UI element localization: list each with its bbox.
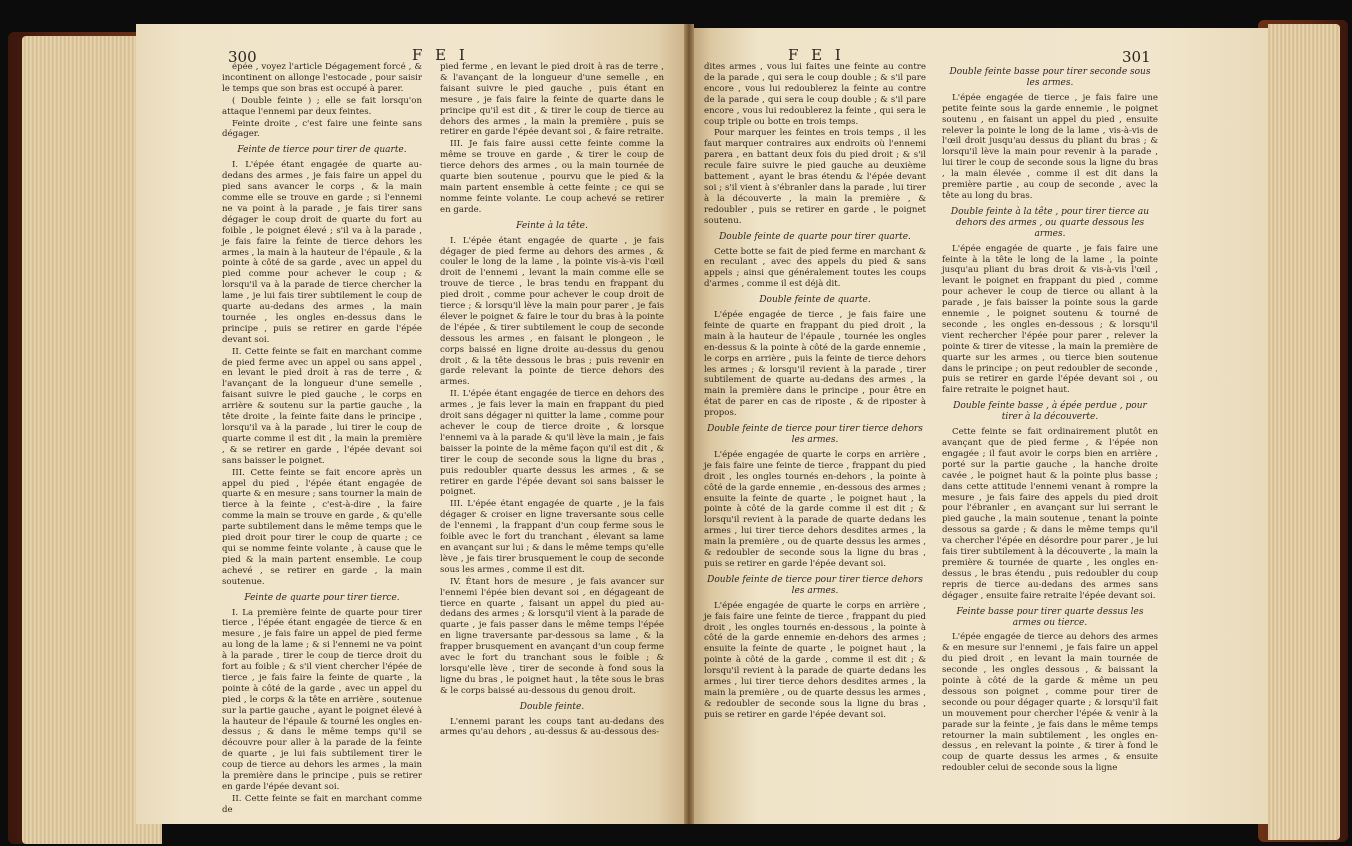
- paragraph: épée , voyez l'article Dégagement forcé , & incontinent on allonge l'estocade , pour saisir le temps que son bras est occupé à parer.: [222, 62, 422, 94]
- paragraph: L'épée engagée de quarte le corps en arrière , je fais faire une feinte de tierce , frappant du pied droit , les ongles tournés en-dehors , la pointe à côté de la garde ennemie , en-dessous des armes ; ensuite la feinte de quarte , le poignet haut , la pointe à côté de la garde comme il est dit ; & lorsqu'il revient à la parade de quarte dedans les armes , lui tirer tierce dehors desdites armes , la main la première , ou de quarte dessus les armes , & redoubler de seconde sous la ligne du bras , puis se retirer en garde l'épée devant soi.: [704, 449, 926, 569]
- paragraph: III. Cette feinte se fait encore après un appel du pied , l'épée étant engagée de quarte & en mesure ; sans tourner la main de tierce à la feinte , c'est-à-dire , la faire comme la main se trouve en garde , & qu'elle parte subtilement dans le même temps que le pied droit pour tirer le coup de quarte ; ce qui se nomme feinte volante , à cause que le pied & la main partent ensemble. Le coup achevé , se retirer en garde , la main soutenue.: [222, 467, 422, 587]
- section-heading: Feinte de tierce pour tirer de quarte.: [237, 145, 407, 156]
- text-column-1: [222, 62, 422, 817]
- section-heading: Double feinte.: [519, 701, 585, 712]
- paragraph: dites armes , vous lui faites une feinte au contre de la parade , qui sera le coup double ; & s'il pare encore , vous lui redoublerez la feinte au contre de la parade , qui sera le coup double ; & s'il pare encore , vous lui redoublerez la feinte , qui sera le coup triple ou botte en trois temps.: [704, 62, 926, 127]
- section-heading: Feinte de quarte pour tirer tierce.: [244, 592, 400, 603]
- text-column-2: [440, 62, 664, 739]
- paragraph: II. Cette feinte se fait en marchant comme de pied ferme avec un appel ou sans appel , en levant le pied droit à ras de terre , & l'avançant de la longueur d'une semelle , faisant suivre le pied gauche , le corps en arrière & soutenu sur la partie gauche , la tête droite , la feinte faite dans le principe , lorsqu'il va à la parade , lui tirer le coup de quarte comme il est dit , la main la première , & se retirer en garde , l'épée devant soi sans baisser le poignet.: [222, 346, 422, 466]
- text-column-4: [942, 62, 1158, 775]
- section-heading: Double feinte de quarte pour tirer quarte.: [719, 231, 911, 242]
- paragraph: L'épée engagée de tierce , je fais faire une feinte de quarte en frappant du pied droit , la main à la hauteur de l'épaule , tournée les ongles en-dessus & la pointe à côté de la garde ennemie , le corps en arrière , puis la feinte de tierce dehors les armes ; & lorsqu'il revient à la parade , tirer subtilement de quarte au-dedans des armes , la main la première dans le principe , pour être en état de parer en cas de riposte , & de riposter à propos.: [704, 310, 926, 419]
- section-heading: Feinte à la tête.: [516, 220, 588, 231]
- section-heading: Double feinte de quarte.: [759, 295, 871, 306]
- paragraph: IV. Étant hors de mesure , je fais avancer sur l'ennemi l'épée bien devant soi , en dégageant de tierce en quarte , faisant un appel du pied au-dedans des armes ; & lorsqu'il vient à la parade de quarte , je fais passer dans le même temps l'épée en ligne traversante par-dessous sa lame , & la frapper brusquement en avançant d'un coup ferme avec le fort du tranchant sous le foible ; & lorsqu'elle lève , tirer de seconde à fond sous la ligne du bras , le poignet haut , la tête sous le bras & le corps baissé au-dessous du genou droit.: [440, 576, 664, 696]
- paragraph: L'épée engagée de tierce , je fais faire une petite feinte sous la garde ennemie , le poignet soutenu , en faisant un appel du pied , ensuite relever la pointe le long de la lame , vis-à-vis de l'œil droit jusqu'au dessus du pliant du bras ; & lorsqu'il lève la main pour revenir à la parade , lui tirer le coup de seconde sous la ligne du bras , la main élevée , comme il est dit dans la première partie , au coup de seconde , avec la tête au long du bras.: [942, 92, 1158, 201]
- paragraph: Cette botte se fait de pied ferme en marchant & en reculant , avec des appels du pied & sans appels ; ainsi que généralement toutes les coups d'armes , comme il est déjà dit.: [704, 246, 926, 290]
- paragraph: III. Je fais faire aussi cette feinte comme la même se trouve en garde , & tirer le coup de tierce dehors des armes , ou la main tournée de quarte bien soutenue , pourvu que le pied & la main partent ensemble à cette feinte ; ce qui se nomme feinte volante. Le coup achevé se retirer en garde.: [440, 139, 664, 215]
- paragraph: ( Double feinte ) ; elle se fait lorsqu'on attaque l'ennemi par deux feintes.: [222, 95, 422, 117]
- paragraph: III. L'épée étant engagée de quarte , je la fais dégager & croiser en ligne traversante sous celle de l'ennemi , la frappant d'un coup ferme sous le foible avec le fort du tranchant , élevant sa lame en avançant sur lui ; & dans le même temps qu'elle lève , je fais tirer brusquement le coup de seconde sous les armes , comme il est dit.: [440, 499, 664, 575]
- section-heading: Double feinte à la tête , pour tirer tierce au dehors des armes , ou quarte dessous les armes.: [950, 206, 1150, 239]
- section-heading: Double feinte basse pour tirer seconde sous les armes.: [949, 67, 1151, 88]
- running-head-right: F E I: [788, 46, 845, 64]
- paragraph: Feinte droite , c'est faire une feinte sans dégager.: [222, 118, 422, 140]
- paragraph: Pour marquer les feintes en trois temps , il les faut marquer contraires aux endroits où l'ennemi parera , en battant deux fois du pied droit ; & s'il recule faire suivre le pied gauche au deuxième battement , ayant le bras étendu & l'épée devant soi ; s'il vient à s'ébranler dans la parade , lui tirer à la découverte , la main la première , & redoubler , puis se retirer en garde , le poignet soutenu.: [704, 128, 926, 226]
- section-heading: Feinte basse pour tirer quarte dessus les armes ou tierce.: [956, 606, 1144, 628]
- paragraph: I. La première feinte de quarte pour tirer tierce , l'épée étant engagée de tierce & en mesure , je fais faire un appel de pied ferme au long de la lame ; & si l'ennemi ne va point à la parade , tirer le coup de tierce droit du fort au foible ; & s'il vient chercher l'épée de tierce , je fais faire la feinte de quarte , la pointe à côté de la garde , avec un appel du pied , le corps & la tête en arrière , soutenue sur la partie gauche , ayant le poignet élevé à la hauteur de l'épaule & tourné les ongles en-dessus ; & dans le même temps qu'il se découvre pour aller à la parade de la feinte de quarte , je lui fais subtilement tirer le coup de tierce au dehors les armes , la main la première dans le principe , puis se retirer en garde l'épée devant soi.: [222, 607, 422, 792]
- page-number-right: 301: [1122, 48, 1151, 66]
- text-column-3: [704, 62, 926, 722]
- book-gutter: [684, 24, 694, 824]
- running-head-left: F E I: [412, 46, 469, 64]
- paragraph: II. L'épée étant engagée de tierce en dehors des armes , je fais lever la main en frappant du pied droit sans dégager ni quitter la lame , comme pour achever le coup de tierce droite , & lorsque l'ennemi va à la parade & qu'il lève la main , je fais baisser la pointe de la même façon qu'il est dit , & tirer le coup de seconde sous la ligne du bras , puis redoubler quarte dessus les armes , & se retirer en garde l'épée devant soi sans baisser le poignet.: [440, 389, 664, 498]
- paragraph: L'épée engagée de quarte , je fais faire une feinte à la tête le long de la lame , la pointe jusqu'au pliant du bras droit & vis-à-vis l'œil , levant le poignet en frappant du pied , comme pour achever le coup de tierce ou allant à la parade , je fais baisser la pointe sous la garde ennemie , le poignet soutenu & tourné de seconde , les ongles en-dessous ; & lorsqu'il vient rechercher l'épée pour parer , relever la pointe & tirer de vitesse , la main la première de quarte sur les armes , ou tierce bien soutenue dans le principe ; on peut redoubler de seconde , puis se retirer en garde l'épée devant soi , ou faire retraite le poignet haut.: [942, 243, 1158, 396]
- paragraph: L'épée engagée de quarte le corps en arrière , je fais faire une feinte de tierce , frappant du pied droit , les ongles tournés en-dessous , la pointe à côté de la garde ennemie en-dehors des armes ; ensuite la feinte de quarte , le poignet haut , la pointe à côté de la garde , comme il est dit ; & lorsqu'il revient à la parade de quarte dedans les armes , lui tirer tierce dehors desdites armes , la main la première , ou de quarte dessus les armes , & redoubler de seconde sous la ligne du bras , puis se retirer en garde l'épée devant soi.: [704, 600, 926, 720]
- section-heading: Double feinte basse , à épée perdue , pour tirer à la découverte.: [953, 401, 1147, 423]
- paragraph: Cette feinte se fait ordinairement plutôt en avançant que de pied ferme , & l'épée non engagée ; il faut avoir le corps bien en arrière , porté sur la partie gauche , la hanche droite cavée , le poignet haut & la pointe plus basse ; dans cette attitude l'ennemi venant à rompre la mesure , je fais faire des appels du pied droit pour l'ébranler , en avançant sur lui serrant le pied gauche , la main soutenue , tenant la pointe dessous sa garde ; & dans le même temps qu'il va chercher l'épée en désordre pour parer , je lui fais tirer subtilement à la découverte , la main la première & tournée de quarte , les ongles en-dessus , le bras étendu , puis redoubler du coup repris de tierce au-dedans des armes sans dégager , ensuite faire retraite l'épée devant soi.: [942, 427, 1158, 601]
- paragraph: I. L'épée étant engagée de quarte au-dedans des armes , je fais faire un appel du pied sans avancer le corps , & la main comme elle se trouve en garde ; si l'ennemi ne va point à la parade , je fais tirer sans dégager le coup droit de quarte du fort au foible , le poignet élevé ; s'il va à la parade , je fais faire la feinte de tierce dehors les armes , la main à la hauteur de l'épaule , & la pointe à côté de sa garde , avec un appel du pied comme pour achever le coup ; & lorsqu'il va à la parade de tierce chercher la lame , je lui fais tirer subtilement le coup de quarte au-dedans des armes , la main tournée , les ongles en-dessus dans le principe , puis se retirer en garde l'épée devant soi.: [222, 160, 422, 345]
- section-heading: Double feinte de tierce pour tirer tierce dehors les armes.: [707, 424, 923, 445]
- paragraph: I. L'épée étant engagée de quarte , je fais dégager de pied ferme au dehors des armes , & couler le long de la lame , la pointe vis-à-vis l'œil droit de l'ennemi , levant la main comme elle se trouve de tierce , le bras tendu en frappant du pied droit , comme pour achever le coup droit de tierce ; & lorsqu'il lève la main pour parer , je fais élever le poignet & faire le tour du bras à la pointe de l'épée , & tirer subtilement le coup de seconde dessous les armes , en faisant le plongeon , le corps baissé en ligne droite au-dessus du genou droit , & la tête dessous le bras ; puis revenir en garde relevant la pointe de tierce dehors des armes.: [440, 235, 664, 388]
- paragraph: L'ennemi parant les coups tant au-dedans des armes qu'au dehors , au-dessus & au-dessous des-: [440, 716, 664, 738]
- section-heading: Double feinte de tierce pour tirer tierce dehors les armes.: [707, 574, 923, 596]
- page-edges-right: [1268, 24, 1340, 840]
- paragraph: pied ferme , en levant le pied droit à ras de terre , & l'avançant de la longueur d'une semelle , en faisant suivre le pied gauche , puis étant en mesure , je fais faire la feinte de quarte dans le principe qu'il est dit , & tirer le coup de tierce au dehors des armes , la main la première , puis se retirer en garde l'épée devant soi , & faire retraite.: [440, 62, 664, 138]
- page-number-left: 300: [228, 48, 257, 66]
- paragraph: II. Cette feinte se fait en marchant comme de: [222, 793, 422, 815]
- paragraph: L'épée engagée de tierce au dehors des armes & en mesure sur l'ennemi , je fais faire un appel du pied droit , en levant la main tournée de seconde , les ongles dessous , & baissant la pointe à côté de la garde & même un peu dessous son poignet , comme pour tirer de seconde ou pour dégager quarte ; & lorsqu'il fait un mouvement pour chercher l'épée & venir à la parade sur la feinte , je fais dans le même temps retourner la main subtilement , les ongles en-dessus , en relevant la pointe , & tirer à fond le coup de quarte dessus les armes , & ensuite redoubler celui de seconde sous la ligne: [942, 632, 1158, 774]
